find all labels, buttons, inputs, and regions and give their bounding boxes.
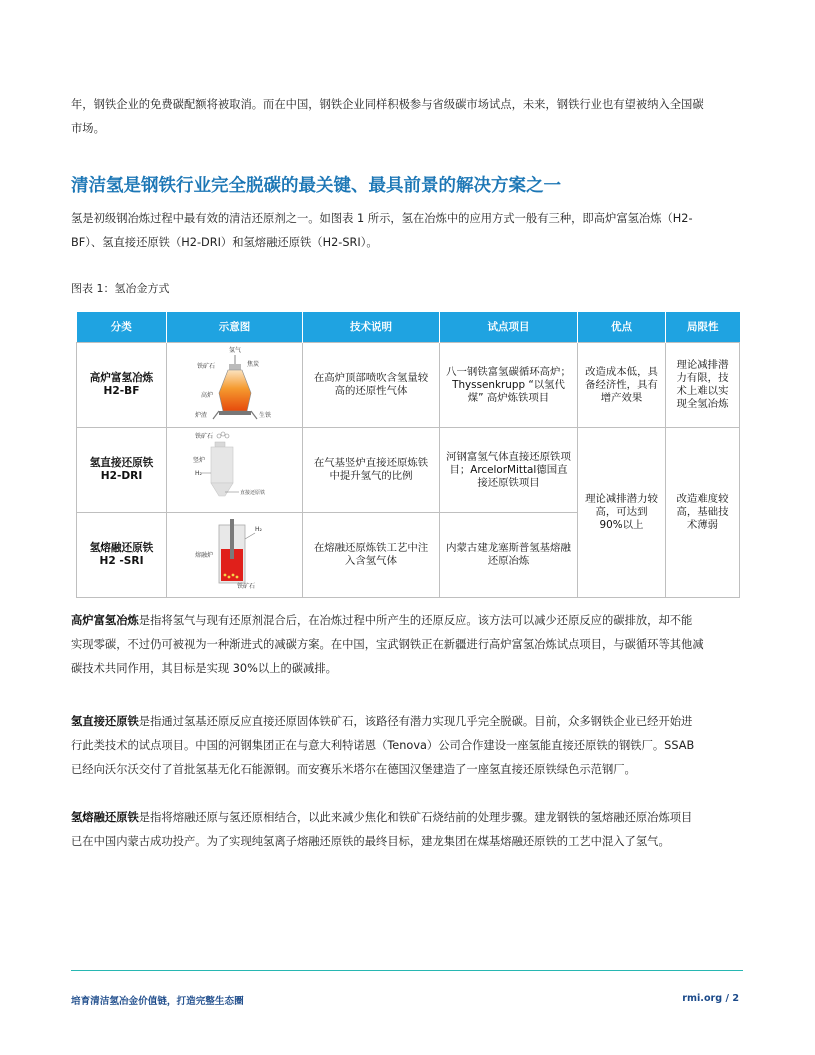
hydrogen-paragraph bbox=[71, 207, 746, 255]
table-row bbox=[77, 343, 740, 428]
header-tech: 技术说明 bbox=[303, 312, 440, 343]
sri-line-2: 已在中国内蒙古成功投产。为了实现纯氢离子熔融还原铁的最终目标，建龙集团在煤基熔融还原铁的工艺中混入了氢气。 bbox=[71, 835, 670, 848]
type-name: 高炉富氢冶炼 bbox=[89, 372, 154, 384]
type-cell bbox=[77, 343, 167, 428]
label-pig-iron: 生铁 bbox=[259, 412, 272, 419]
pilot-cell: 八一钢铁富氢碳循环高炉；Thyssenkrupp “以氢代煤” 高炉炼铁项目 bbox=[440, 343, 578, 428]
table-header-row bbox=[77, 312, 740, 343]
label-dri: 直接还原铁 bbox=[240, 490, 266, 496]
dri-term: 氢直接还原铁 bbox=[71, 715, 139, 728]
label-slag: 炉渣 bbox=[195, 412, 208, 419]
hydrogen-line-1: 氢是初级钢冶炼过程中最有效的清洁还原剂之一。如图表 1 所示，氢在冶炼中的应用方式一般有三种，即高炉富氢冶炼（H2- bbox=[71, 212, 693, 225]
intro-line-2: 市场。 bbox=[71, 122, 105, 135]
bf-line-3: 碳技术共同作用，其目标是实现 30%以上的碳减排。 bbox=[71, 662, 337, 675]
limitation-cell-shared: 改造难度较高，基础技术薄弱 bbox=[666, 428, 740, 598]
bf-line-1: 是指将氢气与现有还原剂混合后，在冶炼过程中所产生的还原反应。该方法可以减少还原反应的碳排放，却不能 bbox=[138, 614, 693, 627]
diagram-cell bbox=[167, 428, 303, 513]
pilot-cell: 内蒙古建龙塞斯普氢基熔融还原冶炼 bbox=[440, 513, 578, 598]
blast-furnace-diagram bbox=[167, 343, 302, 423]
header-pilot: 试点项目 bbox=[440, 312, 578, 343]
advantage-cell-shared: 理论减排潜力较高，可达到90%以上 bbox=[578, 428, 666, 598]
sri-paragraph bbox=[71, 806, 746, 854]
label-h2: H₂ bbox=[255, 526, 262, 533]
footer-page-link[interactable]: rmi.org / 2 bbox=[682, 993, 739, 1004]
type-code: H2-BF bbox=[103, 385, 140, 397]
footer-title: 培育清洁氢冶金价值链，打造完整生态圈 bbox=[71, 996, 244, 1007]
label-hydrogen: 氢气 bbox=[229, 347, 242, 354]
pilot-cell: 河钢富氢气体直接还原铁项目；ArcelorMittal德国直接还原铁项目 bbox=[440, 428, 578, 513]
dri-paragraph bbox=[71, 710, 746, 782]
furnace-top bbox=[229, 364, 241, 370]
header-diagram: 示意图 bbox=[167, 312, 303, 343]
label-h2: H₂ bbox=[195, 470, 202, 477]
label-furnace: 高炉 bbox=[201, 392, 214, 399]
label-coke: 焦炭 bbox=[247, 361, 260, 368]
section-heading: 清洁氢是钢铁行业完全脱碳的最关键、最具前景的解决方案之一 bbox=[71, 176, 561, 196]
bf-paragraph bbox=[71, 609, 746, 681]
hydrogen-metallurgy-table bbox=[76, 312, 740, 598]
shaft-furnace-diagram bbox=[167, 428, 302, 508]
header-advantage: 优点 bbox=[578, 312, 666, 343]
advantage-cell: 改造成本低，具备经济性，具有增产效果 bbox=[578, 343, 666, 428]
limitation-cell: 理论减排潜力有限，技术上难以实现全氢冶炼 bbox=[666, 343, 740, 428]
label-iron-ore: 铁矿石 bbox=[197, 363, 216, 370]
figure-caption: 图表 1：氢冶金方式 bbox=[71, 282, 170, 295]
header-limitation: 局限性 bbox=[666, 312, 740, 343]
dri-line-2: 行此类技术的试点项目。中国的河钢集团正在与意大利特诺恩（Tenova）公司合作建设一座氢能直接还原铁的钢铁厂。SSAB bbox=[71, 739, 695, 752]
lance bbox=[230, 519, 234, 559]
type-code: H2 -SRI bbox=[99, 555, 144, 567]
intro-paragraph bbox=[71, 93, 746, 141]
sri-line-1: 是指将熔融还原与氢还原相结合，以此来减少焦化和铁矿石烧结前的处理步骤。建龙钢铁的氢熔融还原冶炼项目 bbox=[138, 811, 693, 824]
hydrogen-line-2: BF）、氢直接还原铁（H2-DRI）和氢熔融还原铁（H2-SRI）。 bbox=[71, 236, 378, 249]
tech-cell: 在熔融还原炼铁工艺中注入含氢气体 bbox=[303, 513, 440, 598]
dri-line-3: 已经向沃尔沃交付了首批氢基无化石能源钢。而安赛乐米塔尔在德国汉堡建造了一座氢直接还原铁绿色示范钢厂。 bbox=[71, 763, 636, 776]
bf-line-2: 实现零碳，不过仍可被视为一种渐进式的减碳方案。在中国，宝武钢铁正在新疆进行高炉富氢冶炼试点项目，与碳循环等其他减 bbox=[71, 638, 704, 651]
tech-cell: 在高炉顶部喷吹含氢量较高的还原性气体 bbox=[303, 343, 440, 428]
furnace-body bbox=[219, 370, 251, 411]
diagram-cell bbox=[167, 513, 303, 598]
header-category: 分类 bbox=[77, 312, 167, 343]
tech-cell: 在气基竖炉直接还原炼铁中提升氢气的比例 bbox=[303, 428, 440, 513]
intro-line-1: 年，钢铁企业的免费碳配额将被取消。而在中国，钢铁企业同样积极参与省级碳市场试点，未来，钢铁行业也有望被纳入全国碳 bbox=[71, 98, 704, 111]
type-name: 氢熔融还原铁 bbox=[89, 542, 154, 554]
table-row bbox=[77, 428, 740, 513]
type-code: H2-DRI bbox=[100, 470, 143, 482]
type-cell bbox=[77, 428, 167, 513]
dri-line-1: 是指通过氢基还原反应直接还原固体铁矿石，该路径有潜力实现几乎完全脱碳。目前，众多钢铁企业已经开始进 bbox=[138, 715, 693, 728]
diagram-cell bbox=[167, 343, 303, 428]
label-iron-ore: 铁矿石 bbox=[195, 433, 214, 440]
label-shaft-furnace: 竖炉 bbox=[193, 457, 206, 464]
smelting-furnace-diagram bbox=[167, 513, 302, 593]
type-cell bbox=[77, 513, 167, 598]
furnace-base bbox=[219, 411, 251, 415]
label-smelter: 熔融炉 bbox=[195, 552, 214, 559]
label-iron-ore: 铁矿石 bbox=[237, 583, 256, 590]
bf-term: 高炉富氢冶炼 bbox=[71, 614, 139, 627]
type-name: 氢直接还原铁 bbox=[89, 457, 154, 469]
footer-rule bbox=[71, 970, 743, 971]
sri-term: 氢熔融还原铁 bbox=[71, 811, 139, 824]
shaft-body bbox=[211, 447, 233, 483]
